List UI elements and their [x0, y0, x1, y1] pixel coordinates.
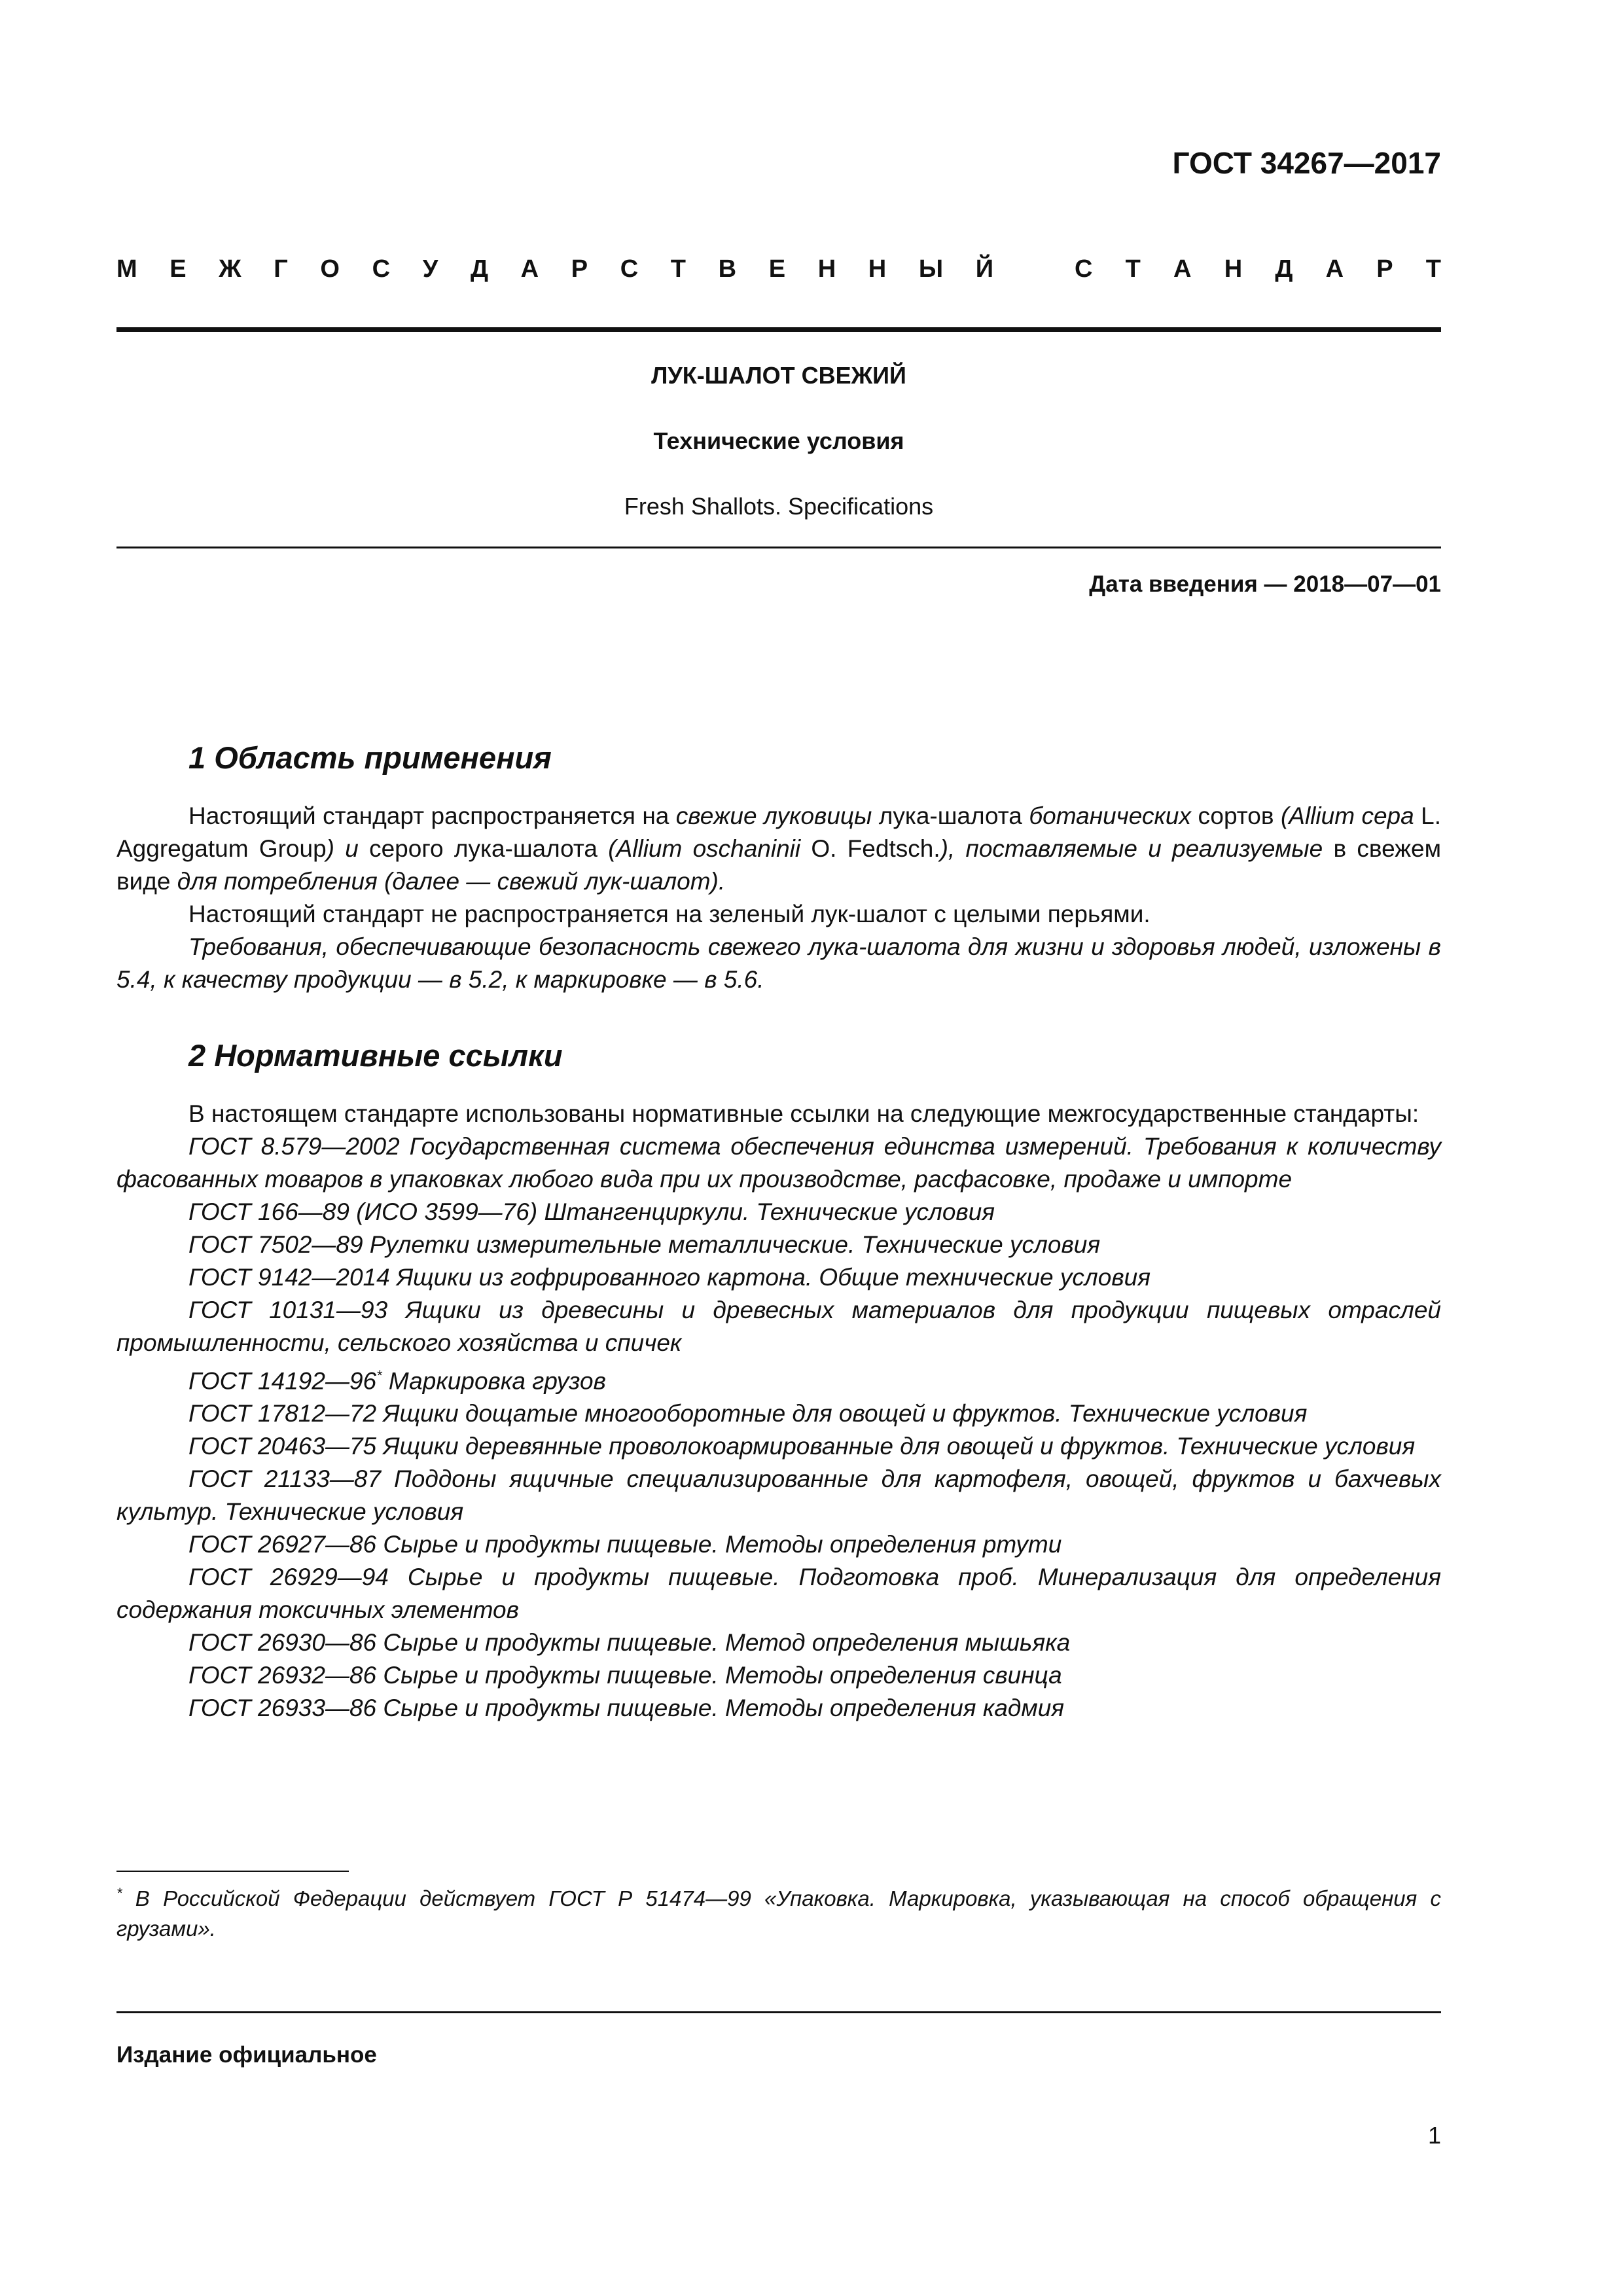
- banner-letter: Г: [274, 255, 288, 283]
- english-title: Fresh Shallots. Specifications: [624, 493, 934, 520]
- banner-letter: Н: [1224, 255, 1243, 283]
- footnote-marker: *: [376, 1367, 382, 1384]
- banner-letter: Д: [470, 255, 489, 283]
- reference-item: ГОСТ 26933—86 Сырье и продукты пищевые. Методы определения кадмия: [188, 1695, 1065, 1722]
- footnote: * В Российской Федерации действует ГОСТ Р 51474—99 «Упаковка. Маркировка, указывающая на способ обращения с грузами».: [116, 1885, 1441, 1941]
- interstate-standard-banner: [116, 255, 1441, 283]
- references-intro: В настоящем стандарте использованы нормативные ссылки на следующие межгосударственные стандарты:: [188, 1100, 1419, 1127]
- banner-letter: Ж: [219, 255, 241, 283]
- banner-letter: С: [372, 255, 391, 283]
- reference-item: ГОСТ 8.579—2002 Государственная система обеспечения единства измерений. Требования к количеству фасованных товаров в упаковках любого вида при их производстве, расфасовке, продаже и импорте: [116, 1133, 1441, 1193]
- section-references-body: [116, 1098, 1441, 1725]
- banner-letter: Д: [1275, 255, 1293, 283]
- gost-number: ГОСТ 34267—2017: [1172, 146, 1441, 180]
- banner-letter: С: [620, 255, 639, 283]
- reference-item: ГОСТ 7502—89 Рулетки измерительные металлические. Технические условия: [188, 1231, 1101, 1258]
- reference-item: ГОСТ 21133—87 Поддоны ящичные специализированные для картофеля, овощей, фруктов и бахчевых культур. Технические условия: [116, 1465, 1441, 1526]
- page-number: 1: [1427, 2122, 1441, 2149]
- section-heading-scope: 1 Область применения: [188, 740, 552, 775]
- reference-item: ГОСТ 9142—2014 Ящики из гофрированного картона. Общие технические условия: [188, 1264, 1150, 1291]
- standard-word: [1075, 255, 1441, 283]
- banner-letter: Р: [1376, 255, 1393, 283]
- reference-item: ГОСТ 10131—93 Ящики из древесины и древесных материалов для продукции пищевых отраслей промышленности, сельского хозяйства и спичек: [116, 1297, 1441, 1356]
- banner-letter: В: [718, 255, 737, 283]
- banner-letter: Т: [1125, 255, 1141, 283]
- scope-paragraph-3: Требования, обеспечивающие безопасность свежего лука-шалота для жизни и здоровья людей, изложены в 5.4, к качеству продукции — в 5.2, к маркировке — в 5.6.: [116, 933, 1441, 993]
- banner-letter: Е: [768, 255, 786, 283]
- reference-item: ГОСТ 26929—94 Сырье и продукты пищевые. Подготовка проб. Минерализация для определения содержания токсичных элементов: [116, 1564, 1441, 1624]
- footer-rule: [116, 2011, 1441, 2013]
- banner-letter: Й: [975, 255, 993, 283]
- banner-letter: А: [1173, 255, 1192, 283]
- section-heading-references: 2 Нормативные ссылки: [188, 1038, 563, 1073]
- banner-letter: Ы: [918, 255, 944, 283]
- title-rule: [116, 547, 1441, 548]
- section-scope-body: [116, 800, 1441, 996]
- banner-letter: Т: [1425, 255, 1441, 283]
- banner-letter: Е: [169, 255, 187, 283]
- banner-letter: С: [1075, 255, 1093, 283]
- document-title: ЛУК-ШАЛОТ СВЕЖИЙ: [651, 362, 906, 389]
- document-subtitle: Технические условия: [653, 427, 904, 454]
- banner-letter: А: [1325, 255, 1344, 283]
- banner-letter: Р: [571, 255, 588, 283]
- footnote-separator: [116, 1871, 349, 1872]
- reference-item: ГОСТ 26927—86 Сырье и продукты пищевые. Методы определения ртути: [188, 1531, 1062, 1558]
- header-rule: [116, 327, 1441, 332]
- banner-letter: У: [422, 255, 438, 283]
- banner-letter: М: [116, 255, 137, 283]
- reference-item: ГОСТ 17812—72 Ящики дощатые многооборотные для овощей и фруктов. Технические условия: [188, 1400, 1308, 1427]
- reference-item: ГОСТ 26930—86 Сырье и продукты пищевые. Метод определения мышьяка: [188, 1629, 1071, 1657]
- introduction-date: Дата введения — 2018—07—01: [1089, 571, 1441, 597]
- scope-paragraph-1: Настоящий стандарт распространяется на свежие луковицы лука-шалота ботанических сортов (Allium cepa L. Aggregatum Group) и серого лука-шалота (Allium oschaninii O. Fedtsch.), поставляемые и реализуемые в свежем виде для потребления (далее — свежий лук-шалот).: [116, 802, 1442, 895]
- reference-item: ГОСТ 20463—75 Ящики деревянные проволокоармированные для овощей и фруктов. Технические условия: [188, 1433, 1416, 1460]
- banner-letter: О: [320, 255, 340, 283]
- scope-paragraph-2: Настоящий стандарт не распространяется на зеленый лук-шалот с целыми перьями.: [188, 901, 1150, 927]
- reference-item: ГОСТ 166—89 (ИСО 3599—76) Штангенциркули. Технические условия: [188, 1198, 995, 1225]
- reference-item-with-footnote: ГОСТ 14192—96* Маркировка грузов: [188, 1367, 606, 1395]
- banner-letter: Т: [670, 255, 687, 283]
- banner-letter: А: [520, 255, 539, 283]
- interstate-word: [116, 255, 993, 283]
- banner-letter: Н: [868, 255, 887, 283]
- banner-letter: Н: [817, 255, 836, 283]
- official-edition-label: Издание официальное: [116, 2042, 377, 2068]
- reference-item: ГОСТ 26932—86 Сырье и продукты пищевые. Методы определения свинца: [188, 1662, 1062, 1689]
